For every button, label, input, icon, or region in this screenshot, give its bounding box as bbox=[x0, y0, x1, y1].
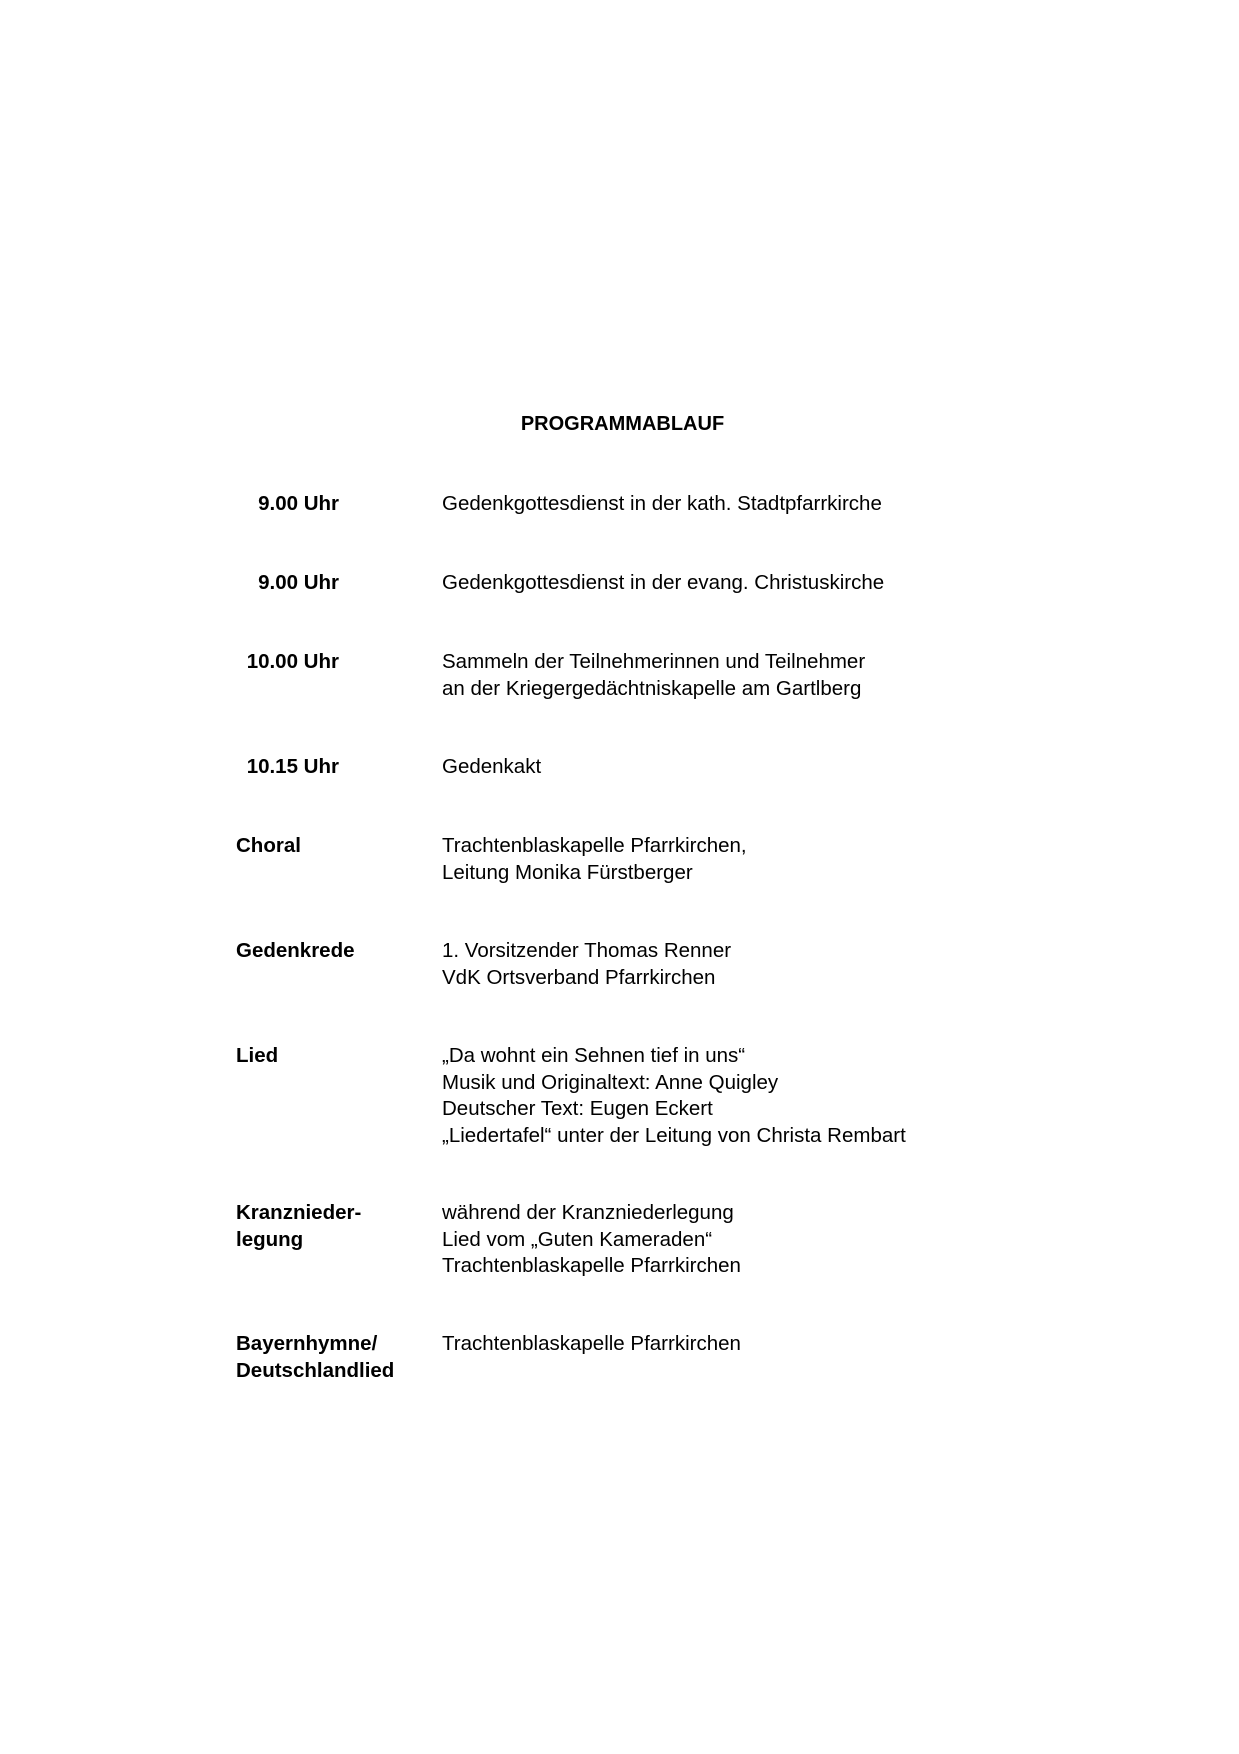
program-item bbox=[236, 491, 1036, 518]
item-time bbox=[236, 754, 442, 781]
item-label-line: 9.00 Uhr bbox=[258, 571, 339, 594]
item-label bbox=[236, 1200, 442, 1280]
item-description bbox=[442, 570, 884, 597]
item-desc-line: Deutscher Text: Eugen Eckert bbox=[442, 1097, 713, 1120]
item-description bbox=[442, 938, 731, 991]
item-label-line: 9.00 Uhr bbox=[258, 492, 339, 515]
program-item bbox=[236, 649, 1036, 702]
program-item bbox=[236, 833, 1036, 886]
item-label-line: Choral bbox=[236, 834, 301, 857]
item-desc-line: Lied vom „Guten Kameraden“ bbox=[442, 1227, 713, 1251]
program-item bbox=[236, 1043, 1036, 1149]
item-label-line: Gedenkrede bbox=[236, 939, 355, 962]
item-description bbox=[442, 491, 882, 518]
item-desc-line: Musik und Originaltext: Anne Quigley bbox=[442, 1070, 779, 1094]
item-desc-line: Gedenkgottesdienst in der kath. Stadtpfarrkirche bbox=[442, 492, 882, 515]
item-label-line: Deutschlandlied bbox=[236, 1358, 395, 1382]
program-item bbox=[236, 570, 1036, 597]
item-desc-line: Gedenkgottesdienst in der evang. Christuskirche bbox=[442, 571, 885, 594]
program-item bbox=[236, 1331, 1036, 1384]
item-desc-line: Gedenkakt bbox=[442, 755, 542, 778]
item-time bbox=[236, 649, 442, 702]
item-label bbox=[236, 833, 442, 886]
item-label bbox=[236, 1043, 442, 1149]
item-label-line: legung bbox=[236, 1227, 304, 1251]
item-desc-line: Trachtenblaskapelle Pfarrkirchen bbox=[442, 1332, 741, 1355]
item-time bbox=[236, 491, 442, 518]
item-desc-line: 1. Vorsitzender Thomas Renner bbox=[442, 939, 732, 962]
program-item bbox=[236, 1200, 1036, 1280]
item-description bbox=[442, 754, 541, 781]
program-item bbox=[236, 754, 1036, 781]
item-label-line: 10.15 Uhr bbox=[246, 755, 339, 778]
item-desc-line: an der Kriegergedächtniskapelle am Gartlberg bbox=[442, 676, 862, 700]
item-description bbox=[442, 1200, 741, 1280]
item-desc-line: Trachtenblaskapelle Pfarrkirchen bbox=[442, 1254, 741, 1277]
item-description bbox=[442, 649, 865, 702]
item-time bbox=[236, 570, 442, 597]
item-label-line: Lied bbox=[236, 1044, 279, 1067]
item-desc-line: Sammeln der Teilnehmerinnen und Teilnehmer bbox=[442, 650, 866, 673]
item-label-line: 10.00 Uhr bbox=[246, 650, 339, 673]
item-description bbox=[442, 833, 747, 886]
item-desc-line: Trachtenblaskapelle Pfarrkirchen, bbox=[442, 834, 747, 857]
item-label-line: Kranznieder- bbox=[236, 1201, 362, 1224]
item-desc-line: während der Kranzniederlegung bbox=[442, 1201, 734, 1224]
item-label bbox=[236, 1331, 442, 1384]
item-desc-line: „Da wohnt ein Sehnen tief in uns“ bbox=[442, 1044, 746, 1067]
item-desc-line: „Liedertafel“ unter der Leitung von Christa Rembart bbox=[442, 1123, 906, 1147]
item-label bbox=[236, 938, 442, 991]
program-item bbox=[236, 938, 1036, 991]
item-desc-line: VdK Ortsverband Pfarrkirchen bbox=[442, 965, 716, 989]
item-description bbox=[442, 1331, 741, 1384]
page-title: PROGRAMMABLAUF bbox=[520, 413, 725, 435]
item-label-line: Bayernhymne/ bbox=[236, 1332, 378, 1355]
item-description bbox=[442, 1043, 906, 1149]
item-desc-line: Leitung Monika Fürstberger bbox=[442, 860, 693, 884]
